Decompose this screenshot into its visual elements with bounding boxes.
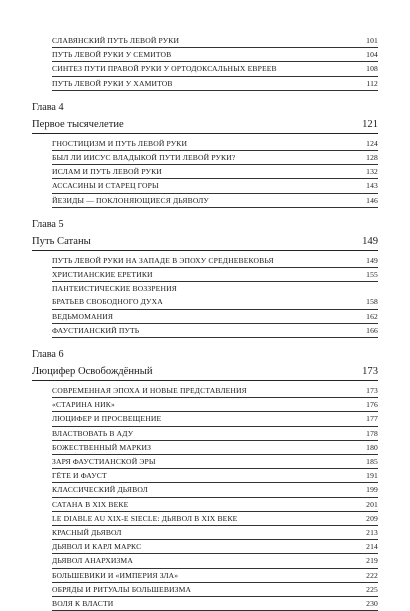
toc-entry[interactable] (52, 48, 378, 62)
toc-entry-page: 149 (366, 255, 378, 265)
chapter-title-row[interactable] (32, 233, 378, 251)
toc-entry-title: ВЕДЬМОМАНИЯ (52, 311, 114, 321)
toc-entry-page: 173 (366, 386, 378, 396)
toc-entry[interactable] (52, 151, 378, 165)
toc-entry[interactable] (52, 295, 378, 309)
toc-entry-page: 146 (366, 195, 378, 205)
toc-entry[interactable] (52, 62, 378, 76)
toc-entry-page: 178 (366, 428, 378, 438)
toc-entry[interactable] (52, 310, 378, 324)
toc-entry-page: 213 (366, 528, 378, 538)
toc-entry-page: 101 (366, 36, 378, 45)
toc-entry[interactable] (52, 540, 378, 554)
toc-entry-title: СЛАВЯНСКИЙ ПУТЬ ЛЕВОЙ РУКИ (52, 36, 180, 45)
toc-entry-title: ДЬЯВОЛ АНАРХИЗМА (52, 556, 133, 566)
toc-entry-page: 176 (366, 400, 378, 410)
toc-entry-page: 191 (366, 471, 378, 481)
toc-entry-page: 155 (366, 270, 378, 280)
toc-entry-first-line[interactable] (52, 282, 378, 295)
toc-entry[interactable] (52, 427, 378, 441)
toc-entry-title: СОВРЕМЕННАЯ ЭПОХА И НОВЫЕ ПРЕДСТАВЛЕНИЯ (52, 386, 247, 396)
toc-entry-page: 166 (366, 325, 378, 335)
toc-entry[interactable] (52, 583, 378, 597)
toc-entry-page: 219 (366, 556, 378, 566)
toc-entry-title: СИНТЕЗ ПУТИ ПРАВОЙ РУКИ У ОРТОДОКСАЛЬНЫХ ЕВРЕЕВ (52, 64, 277, 74)
chapter-title-row[interactable] (32, 116, 378, 134)
toc-entry-page: 201 (366, 499, 378, 509)
chapter-label: Глава 5 (32, 218, 64, 230)
toc-entry-page: 185 (366, 457, 378, 467)
toc-entry-title: ЙЕЗИДЫ — ПОКЛОНЯЮЩИЕСЯ ДЬЯВОЛУ (52, 195, 209, 205)
toc-entry-title: БРАТЬЕВ СВОБОДНОГО ДУХА (52, 297, 163, 307)
toc-entry-title: ХРИСТИАНСКИЕ ЕРЕТИКИ (52, 270, 153, 280)
toc-entry[interactable] (52, 384, 378, 398)
toc-entry-title: ГНОСТИЦИЗМ И ПУТЬ ЛЕВОЙ РУКИ (52, 138, 188, 148)
toc-entry[interactable] (52, 398, 378, 412)
chapter-title-row[interactable] (32, 363, 378, 381)
chapter-page: 173 (362, 366, 378, 378)
toc-entry-page: 230 (366, 599, 378, 609)
toc-entry-title: БЫЛ ЛИ ИИСУС ВЛАДЫКОЙ ПУТИ ЛЕВОЙ РУКИ? (52, 153, 236, 163)
toc-entry-page: 177 (366, 414, 378, 424)
toc-entry[interactable] (52, 254, 378, 268)
toc-entry[interactable] (52, 194, 378, 208)
toc-entry-title: ПУТЬ ЛЕВОЙ РУКИ У СЕМИТОВ (52, 50, 172, 60)
toc-entry-title: ИСЛАМ И ПУТЬ ЛЕВОЙ РУКИ (52, 167, 162, 177)
toc-entry-title: ФАУСТИАНСКИЙ ПУТЬ (52, 325, 140, 335)
toc-entry[interactable] (52, 34, 378, 48)
toc-entry-title: ДЬЯВОЛ И КАРЛ МАРКС (52, 542, 142, 552)
toc-entry-page: 124 (366, 138, 378, 148)
toc-entry-title: «СТАРИНА НИК» (52, 400, 115, 410)
toc-entry-title: ВОЛЯ К ВЛАСТИ (52, 599, 114, 609)
chapter-label: Глава 6 (32, 349, 64, 361)
toc-entry-title: ПУТЬ ЛЕВОЙ РУКИ У ХАМИТОВ (52, 78, 173, 88)
toc-entry[interactable] (52, 554, 378, 568)
toc-entry[interactable] (52, 469, 378, 483)
toc-entry-page: 158 (366, 297, 378, 307)
toc-entry[interactable] (52, 498, 378, 512)
toc-entry[interactable] (52, 512, 378, 526)
chapter-page: 121 (362, 118, 378, 130)
toc-entry-page: 222 (366, 570, 378, 580)
table-of-contents (32, 34, 378, 611)
toc-entry-page: 143 (366, 181, 378, 191)
toc-entry-page: 199 (366, 485, 378, 495)
toc-entry-title: ЗАРЯ ФАУСТИАНСКОЙ ЭРЫ (52, 457, 156, 467)
chapter-page: 149 (362, 235, 378, 247)
toc-entry-page: 104 (366, 50, 378, 60)
toc-entry-title: АССАСИНЫ И СТАРЕЦ ГОРЫ (52, 181, 159, 191)
toc-entry-title: КРАСНЫЙ ДЬЯВОЛ (52, 528, 122, 538)
toc-entry[interactable] (52, 569, 378, 583)
toc-entry[interactable] (52, 268, 378, 282)
toc-entry[interactable] (52, 137, 378, 151)
toc-entry[interactable] (52, 455, 378, 469)
toc-entry-title: ЛЮЦИФЕР И ПРОСВЕЩЕНИЕ (52, 414, 162, 424)
toc-entry-page: 209 (366, 513, 378, 523)
toc-entry[interactable] (52, 77, 378, 91)
toc-entry-title: БОЛЬШЕВИКИ И «ИМПЕРИЯ ЗЛА» (52, 570, 179, 580)
toc-entry[interactable] (52, 441, 378, 455)
toc-entry-title: БОЖЕСТВЕННЫЙ МАРКИЗ (52, 442, 152, 452)
toc-entry-page: 214 (366, 542, 378, 552)
toc-entry[interactable] (52, 412, 378, 426)
toc-entry-title: ПУТЬ ЛЕВОЙ РУКИ НА ЗАПАДЕ В ЭПОХУ СРЕДНЕВЕКОВЬЯ (52, 255, 274, 265)
toc-entry-title: ВЛАСТВОВАТЬ В АДУ (52, 428, 134, 438)
toc-entry[interactable] (52, 483, 378, 497)
toc-entry[interactable] (52, 165, 378, 179)
toc-entry-page: 162 (366, 311, 378, 321)
toc-entry[interactable] (52, 597, 378, 611)
chapter6-entries (32, 384, 378, 611)
toc-entry-title: ОБРЯДЫ И РИТУАЛЫ БОЛЬШЕВИЗМА (52, 584, 192, 594)
toc-entry-title: САТАНА В XIX ВЕКЕ (52, 499, 129, 509)
toc-entry-title: LE DIABLE AU XIX-E SIECLE: ДЬЯВОЛ В XIX ВЕКЕ (52, 513, 238, 523)
toc-entry-title-line1: ПАНТЕИСТИЧЕСКИЕ ВОЗЗРЕНИЯ (52, 284, 177, 294)
toc-entry[interactable] (52, 526, 378, 540)
toc-entry-page: 132 (366, 167, 378, 177)
chapter-title: Путь Сатаны (32, 235, 91, 247)
toc-entry-page: 225 (366, 584, 378, 594)
chapter-title: Люцифер Освобождённый (32, 366, 153, 378)
toc-entry-page: 180 (366, 442, 378, 452)
toc-entry-page: 108 (366, 64, 378, 74)
toc-entry-page: 128 (366, 153, 378, 163)
toc-entry[interactable] (52, 324, 378, 338)
chapter-label: Глава 4 (32, 101, 64, 113)
toc-entry-title: КЛАССИЧЕСКИЙ ДЬЯВОЛ (52, 485, 148, 495)
chapter-title: Первое тысячелетие (32, 118, 124, 130)
toc-entry-page: 112 (366, 78, 378, 88)
toc-entry[interactable] (52, 179, 378, 193)
toc-entry-title: ГЁТЕ И ФАУСТ (52, 471, 107, 481)
